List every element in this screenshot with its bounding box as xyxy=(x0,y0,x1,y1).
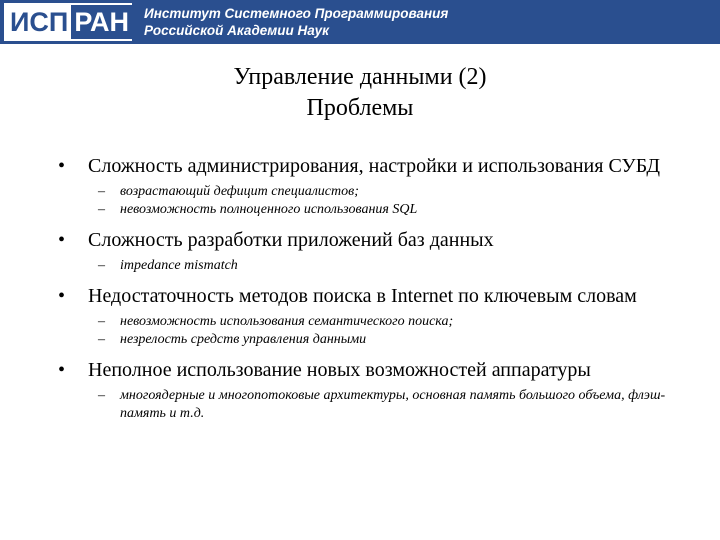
bullet-text: Сложность разработки приложений баз данных xyxy=(88,229,494,251)
sub-item xyxy=(58,201,688,219)
dash-marker: – xyxy=(98,184,105,199)
sub-list xyxy=(58,313,688,349)
institute-line-2: Российской Академии Наук xyxy=(144,23,329,38)
bullet-group xyxy=(58,359,688,423)
sub-text: возрастающий дефицит специалистов; xyxy=(120,184,359,199)
sub-text: невозможность полноценного использования SQL xyxy=(120,202,418,217)
bullet-marker: • xyxy=(58,285,66,307)
sub-item xyxy=(58,331,688,349)
bullet-group xyxy=(58,155,688,219)
sub-text: невозможность использования семантического поиска; xyxy=(120,314,454,329)
institute-name xyxy=(144,5,448,39)
institute-line-1: Институт Системного Программирования xyxy=(144,6,449,21)
dash-marker: – xyxy=(98,388,105,403)
bullet-marker: • xyxy=(58,155,66,177)
bullet-text: Неполное использование новых возможностей аппаратуры xyxy=(88,359,591,381)
sub-item xyxy=(58,313,688,331)
sub-item xyxy=(58,387,688,423)
sub-item xyxy=(58,183,688,201)
sub-text: незрелость средств управления данными xyxy=(120,332,367,347)
slide-title-line-1: Управление данными (2) xyxy=(233,64,487,90)
bullet-marker: • xyxy=(58,359,66,381)
bullet-marker: • xyxy=(58,229,66,251)
sub-list xyxy=(58,257,688,275)
logo-right-text: РАН xyxy=(71,5,133,39)
sub-list xyxy=(58,183,688,219)
ispras-logo xyxy=(4,3,132,41)
bullet-text: Недостаточность методов поиска в Internet по ключевым словам xyxy=(88,285,637,307)
sub-list xyxy=(58,387,688,423)
bullet-group xyxy=(58,285,688,349)
bullet-item xyxy=(58,155,688,177)
bullet-text: Сложность администрирования, настройки и использования СУБД xyxy=(88,155,661,177)
bullet-item xyxy=(58,359,688,381)
bullet-item xyxy=(58,229,688,251)
dash-marker: – xyxy=(98,332,105,347)
logo-left-text: ИСП xyxy=(6,5,71,39)
sub-text: impedance mismatch xyxy=(120,258,238,273)
dash-marker: – xyxy=(98,202,105,217)
bullet-item xyxy=(58,285,688,307)
sub-item xyxy=(58,257,688,275)
sub-text: многоядерные и многопотоковые архитектуры, основная память большого объема, флэш-память и т.д. xyxy=(120,388,666,421)
slide-title-line-2: Проблемы xyxy=(306,95,414,121)
header xyxy=(0,0,720,48)
bullet-group xyxy=(58,229,688,275)
bullet-list xyxy=(58,155,688,433)
dash-marker: – xyxy=(98,314,105,329)
dash-marker: – xyxy=(98,258,105,273)
slide-title xyxy=(0,62,720,124)
